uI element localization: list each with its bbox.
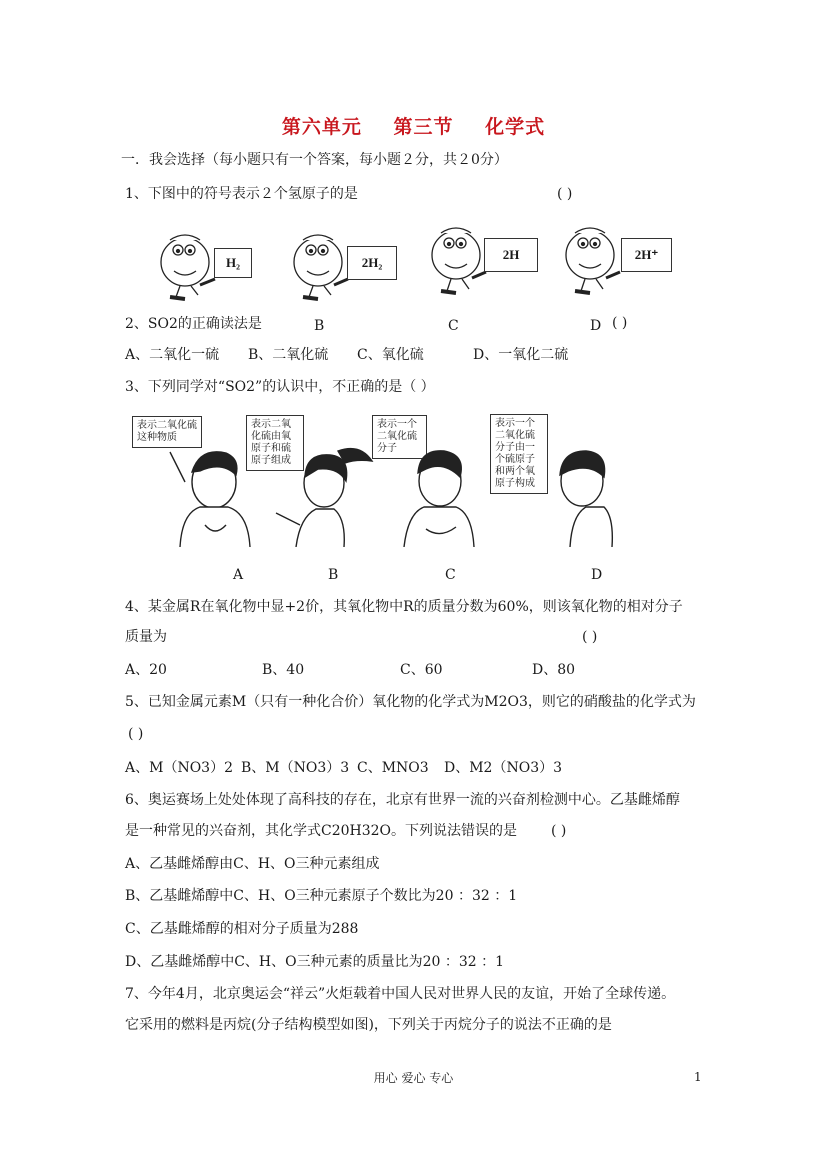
question-7-line-2: 它采用的燃料是丙烷(分子结构模型如图)，下列关于丙烷分子的说法不正确的是 <box>125 1017 612 1033</box>
question-5-answer-paren: ( ) <box>128 726 144 742</box>
q4-option-b: B、40 <box>262 662 305 678</box>
q3-label-d: D <box>591 567 603 583</box>
question-4-line-2: 质量为 <box>125 629 167 645</box>
question-4-line-1: 4、某金属R在氧化物中显+2价，其氧化物中R的质量分数为60%，则该氧化物的相对分子 <box>125 599 683 615</box>
title-section: 第三节 <box>393 116 454 138</box>
title-unit: 第六单元 <box>281 116 362 138</box>
page-footer: 用心 爱心 专心 <box>373 1071 454 1085</box>
question-7-line-1: 7、今年4月，北京奥运会“祥云”火炬载着中国人民对世界人民的友谊，开始了全球传递。 <box>125 986 676 1002</box>
question-6-line-1: 6、奥运赛场上处处体现了高科技的存在，北京有世界一流的兴奋剂检测中心。乙基雌烯醇 <box>125 792 680 808</box>
question-3-text: 3、下列同学对“SO2”的认识中，不正确的是（ ） <box>125 379 435 395</box>
question-2-text: 2、SO2的正确读法是 <box>125 316 262 332</box>
students-illustration <box>0 447 827 547</box>
title-topic: 化学式 <box>485 116 546 138</box>
q4-option-c: C、60 <box>400 662 443 678</box>
question-6-line-2: 是一种常见的兴奋剂，其化学式C20H32O。下列说法错误的是 <box>125 823 518 839</box>
question-4-answer-paren: ( ) <box>582 629 598 645</box>
q5-option-d: D、M2（NO3）3 <box>444 760 563 776</box>
question-2-answer-paren: ( ) <box>612 315 628 331</box>
question-6-answer-paren: ( ) <box>551 823 567 839</box>
q4-option-d: D、80 <box>532 662 576 678</box>
speech-bubble-d: 表示一个二氧化硫分子由一个硫原子和两个氧原子构成 <box>490 414 548 494</box>
page-number: 1 <box>694 1070 702 1084</box>
symbol-card-c: 2H <box>484 238 538 272</box>
q3-label-a: A <box>233 567 244 583</box>
q6-option-a: A、乙基雌烯醇由C、H、O三种元素组成 <box>125 856 380 872</box>
question-5-line-1: 5、已知金属元素M（只有一种化合价）氧化物的化学式为M2O3，则它的硝酸盐的化学式为 <box>125 694 696 710</box>
q6-option-b: B、乙基雌烯醇中C、H、O三种元素原子个数比为20 ：32 ：1 <box>125 888 518 904</box>
question-1-text: 1、下图中的符号表示２个氢原子的是 <box>125 186 358 202</box>
q5-option-a: A、M（NO3）2 <box>125 760 233 776</box>
q3-label-c: C <box>445 567 456 583</box>
q4-option-a: A、20 <box>125 662 167 678</box>
q5-option-b: B、M（NO3）3 <box>241 760 350 776</box>
page-title <box>0 112 827 139</box>
symbol-card-d: 2H⁺ <box>621 238 672 272</box>
speech-bubble-c: 表示一个二氧化硫分子 <box>372 415 427 459</box>
q5-option-c: C、MNO3 <box>357 760 429 776</box>
section-heading: 一．我会选择（每小题只有一个答案，每小题２分，共２0分） <box>121 152 508 168</box>
q6-option-c: C、乙基雌烯醇的相对分子质量为288 <box>125 921 359 937</box>
q3-label-b: B <box>328 567 339 583</box>
speech-bubble-b: 表示二氧化硫由氧原子和硫原子组成 <box>246 415 304 471</box>
question-1-answer-paren: ( ) <box>557 186 573 202</box>
symbol-card-a: H₂ <box>214 248 252 278</box>
q2-option-b: B、二氧化硫 <box>248 347 329 363</box>
q2-option-d: D、一氧化二硫 <box>473 347 569 363</box>
q6-option-d: D、乙基雌烯醇中C、H、O三种元素的质量比为20 ：32 ：1 <box>125 954 505 970</box>
cartoon-figures-illustration <box>0 225 827 325</box>
q1-label-b: B <box>314 318 325 334</box>
q1-label-c: C <box>448 318 459 334</box>
symbol-card-b: 2H₂ <box>347 246 397 280</box>
q2-option-c: C、氧化硫 <box>357 347 424 363</box>
q2-option-a: A、二氧化一硫 <box>125 347 220 363</box>
q1-label-d: D <box>590 318 602 334</box>
speech-bubble-a: 表示二氧化硫这种物质 <box>132 416 202 448</box>
